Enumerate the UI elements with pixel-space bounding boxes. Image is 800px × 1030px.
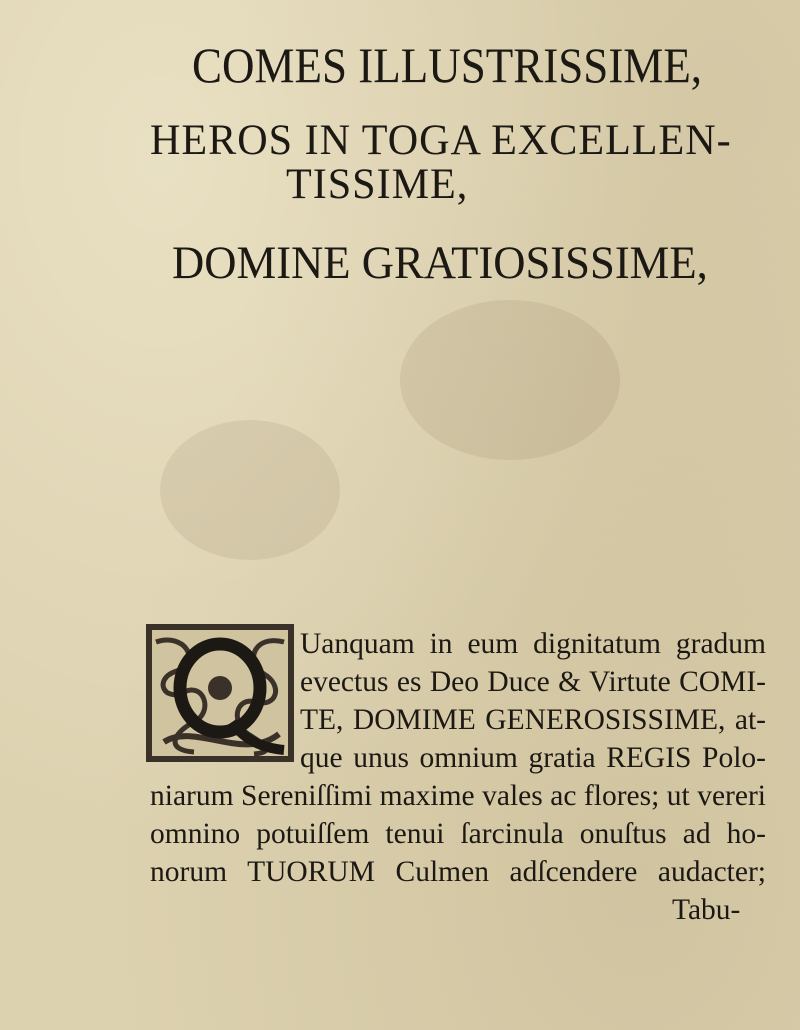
- heading-line-2a: HEROS IN TOGA EXCELLEN-: [150, 117, 732, 164]
- heading-line-3: DOMINE GRATIOSISSIME,: [172, 237, 708, 289]
- body-line-7: norum TUORUM Culmen adſcendere audacter;: [150, 856, 766, 888]
- paper-stain: [400, 300, 620, 460]
- body-line-3: TE, DOMIME GENEROSISSIME, at-: [300, 704, 766, 736]
- body-line-4: que unus omnium gratia REGIS Polo-: [300, 742, 766, 774]
- paper-stain: [160, 420, 340, 560]
- catchword: Tabu-: [672, 894, 741, 926]
- heading-line-2b: TISSIME,: [286, 161, 469, 208]
- body-line-2: evectus es Deo Duce & Virtute COMI-: [300, 666, 766, 698]
- body-line-5: niarum Sereniſſimi maxime vales ac flores; ut vereri: [150, 780, 766, 812]
- heading-line-1: COMES ILLUSTRISSIME,: [192, 37, 703, 93]
- body-line-6: omnino potuiſſem tenui ſarcinula onuſtus ad ho-: [150, 818, 766, 850]
- decorated-initial-Q-icon: [144, 622, 296, 764]
- body-line-1: Uanquam in eum dignitatum gradum: [300, 628, 766, 660]
